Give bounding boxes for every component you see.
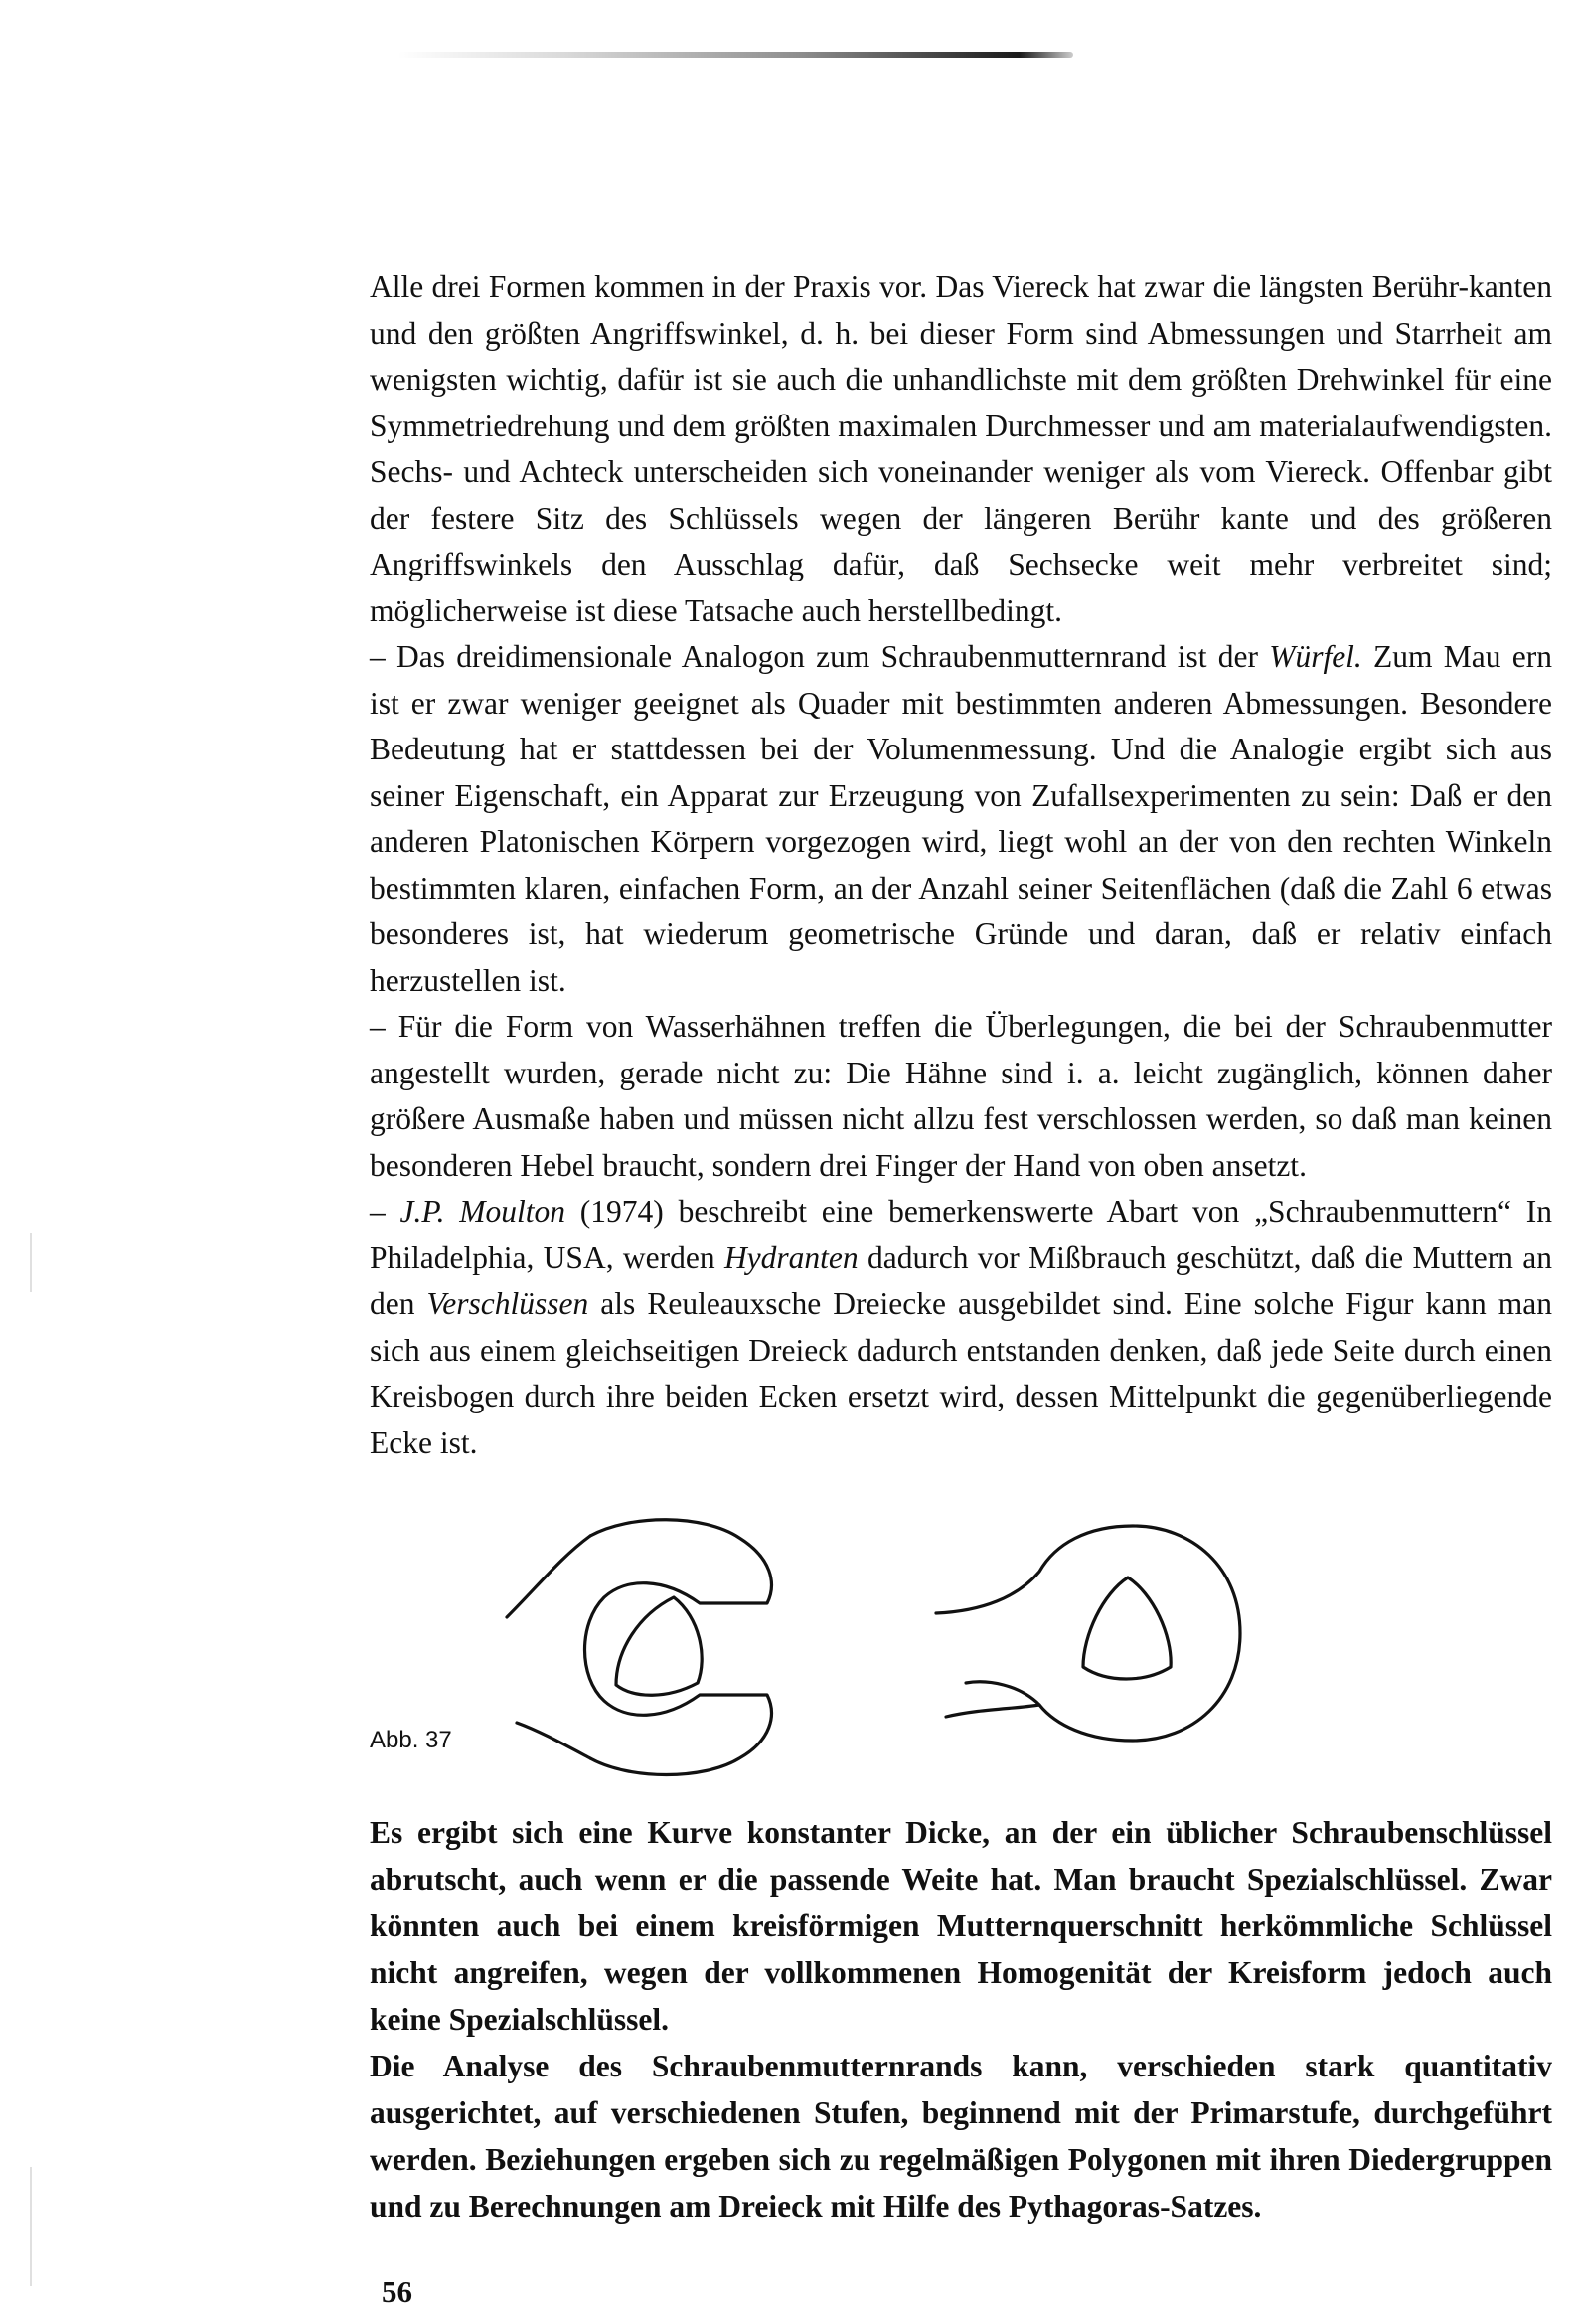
closing-text [370, 1809, 1552, 2230]
text-run: – [370, 1194, 400, 1229]
paragraph [370, 264, 1552, 634]
paragraph [370, 1004, 1552, 1189]
wrench-illustration [370, 1496, 1363, 1784]
wrench-jaw-outline [585, 1520, 772, 1775]
text-run: Alle drei Formen kommen in der Praxis vor. Das Viereck hat zwar die längsten Berühr-kanten und den größten Angriffswinkel, d. h. bei dieser Form sind Abmessungen und Starrheit am wenigsten wichtig, dafür ist sie auch die unhandlichste mit dem größten Drehwinkel für eine Symmetriedrehung und dem größten maximalen Durchmesser und am materialaufwendigsten. Sechs- und Achteck unterscheiden sich voneinander weniger als vom Viereck. Offenbar gibt der festere Sitz des Schlüssels wegen der längeren Berühr kante und des größeren Angriffswinkels den Ausschlag dafür, daß Sechsecke weit mehr verbreitet sind; möglicherweise ist diese Tatsache auch herstellbedingt. [370, 269, 1552, 628]
figure-caption: Abb. 37 [370, 1727, 452, 1753]
ring-wrench-lower [946, 1705, 1039, 1717]
paragraph: Es ergibt sich eine Kurve konstanter Dicke, an der ein üblicher Schraubenschlüssel abrutscht, auch wenn er die passende Weite hat. Man braucht Spezialschlüssel. Zwar könnten auch bei einem kreisförmigen Mutternquerschnitt herkömmliche Schlüssel nicht angreifen, wegen der vollkommenen Homogenität der Kreisform jedoch auch keine Spezialschlüssel. [370, 1815, 1552, 2037]
text-run: – Das dreidimensionale Analogon zum Schraubenmutternrand ist der [370, 639, 1270, 674]
italic-term: Verschlüssen [426, 1286, 589, 1321]
text-run: – Für die Form von Wasserhähnen treffen die Überlegungen, die bei der Schraubenmutter angestellt wurden, gerade nicht zu: Die Hähne sind i. a. leicht zugänglich, können daher größere Ausmaße haben und müssen nicht allzu fest verschlossen werden, so daß man keinen besonderen Hebel braucht, sondern drei Finger der Hand von oben ansetzt. [370, 1009, 1552, 1183]
wrench-handle-upper [507, 1536, 590, 1617]
text-run: dadurch vor Mißbrauch geschützt, daß die Muttern an den [370, 1240, 1552, 1321]
main-text [370, 264, 1552, 1466]
text-run: Zum Mau ern ist er zwar weniger geeignet als Quader mit bestimmten anderen Abmessungen. Besondere Bedeutung hat er stattdessen bei der Volumenmessung. Und die Analogie ergibt sich aus seiner Eigenschaft, ein Apparat zur Erzeugung von Zufallsexperimenten zu sein: Daß er den anderen Platonischen Körpern vorgezogen wird, liegt wohl an der von den rechten Winkeln bestimmten klaren, einfachen Form, an der Anzahl seiner Seitenflächen (daß die Zahl 6 etwas besonderes ist, hat wiederum geometrische Gründe und daran, daß er relativ einfach herzustellen ist. [370, 639, 1552, 998]
text-run: (1974) beschreibt eine bemerkenswerte Abart von „Schraubenmuttern“ In Philadelphia, USA, werden [370, 1194, 1552, 1275]
figure-37 [370, 1496, 1363, 1784]
italic-term: Hydranten [723, 1240, 859, 1275]
page-number: 56 [382, 2274, 412, 2309]
wrench-handle-lower [517, 1723, 590, 1758]
paragraph [370, 1189, 1552, 1466]
paragraph: Die Analyse des Schraubenmutternrands kann, verschieden stark quantitativ ausgerichtet, auf verschiedenen Stufen, beginnend mit der Primarstufe, durchgeführt werden. Beziehungen ergeben sich zu regelmäßigen Polygonen mit ihren Diedergruppen und zu Berechnungen am Dreieck mit Hilfe des Pythagoras-Satzes. [370, 2049, 1552, 2224]
paragraph [370, 634, 1552, 1004]
reuleaux-nut-right [1083, 1577, 1171, 1679]
scan-margin-mark [30, 2167, 32, 2286]
italic-term: J.P. Moulton [399, 1194, 565, 1229]
scan-top-rule [397, 52, 1073, 58]
scan-margin-mark [30, 1233, 32, 1292]
text-run: als Reuleauxsche Dreiecke ausgebildet sind. Eine solche Figur kann man sich aus einem gleichseitigen Dreieck dadurch entstanden denken, daß jede Seite durch einen Kreisbogen durch ihre beiden Ecken ersetzt wird, dessen Mittelpunkt die gegenüberliegende Ecke ist. [370, 1286, 1552, 1460]
italic-term: Würfel. [1269, 639, 1362, 674]
reuleaux-nut-left [616, 1597, 702, 1695]
